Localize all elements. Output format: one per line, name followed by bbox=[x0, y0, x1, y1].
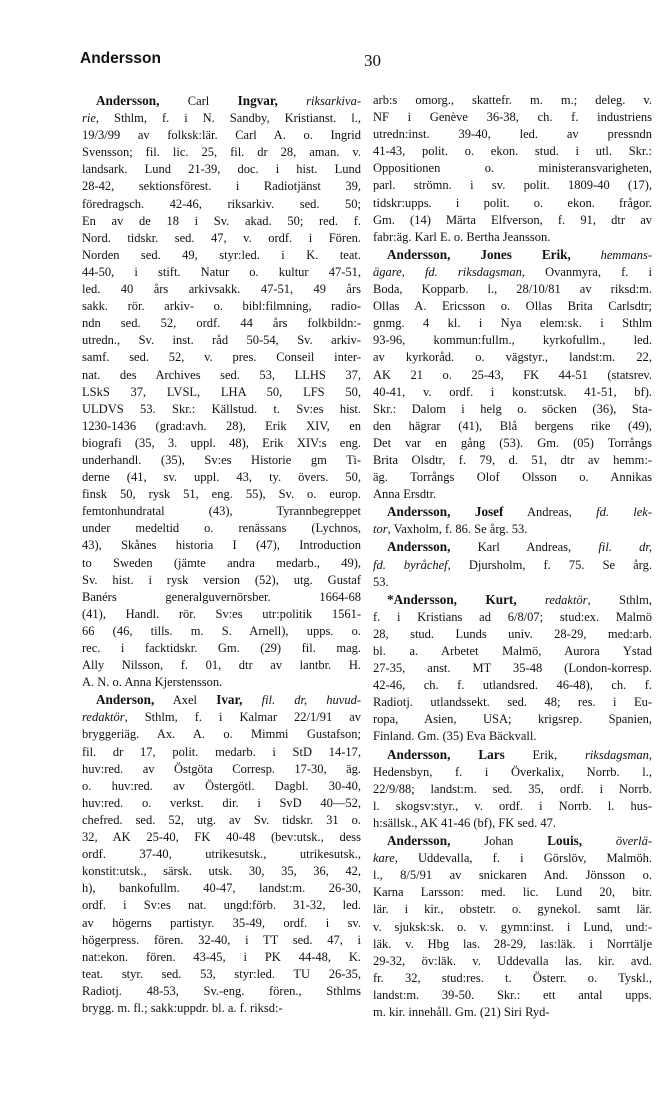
text-line bbox=[82, 795, 361, 812]
text-line bbox=[82, 915, 361, 932]
text-line bbox=[82, 846, 361, 863]
text-line bbox=[373, 177, 652, 194]
text-line bbox=[373, 832, 652, 850]
entry-text: ordf. 37-40, utrikesutsk., utrikesutsk., bbox=[82, 847, 361, 862]
entry-text: huv:red. av Östgöta Corresp. 17-30, äg. bbox=[82, 761, 361, 776]
text-line bbox=[373, 195, 652, 212]
text-line bbox=[373, 401, 652, 418]
entry-title: ägare, fd. riksdagsman bbox=[373, 264, 522, 279]
entry-text: läk. v. Hbg las. 28-29, las:läk. i Norrtälje bbox=[373, 936, 652, 951]
text-line bbox=[373, 711, 652, 728]
entry-text: högerpress. fören. 32-40, i TT sed. 47, i bbox=[82, 932, 361, 947]
text-line bbox=[82, 213, 361, 230]
entry-name: Andersson, bbox=[387, 833, 451, 849]
entry-name: Ivar, bbox=[216, 692, 243, 708]
entry-text: v. sjuksk:sk. o. v. gymn:inst. i Lund, und:- bbox=[373, 919, 652, 934]
entry-text: Radiotj. utlandssekt. sed. 48; res. i Eu- bbox=[373, 695, 652, 710]
text-line bbox=[373, 574, 652, 591]
text-line bbox=[373, 503, 652, 521]
text-line bbox=[373, 728, 652, 745]
entry-text: chefred. sed. 52, utg. av Sv. tidskr. 31 o. bbox=[82, 812, 361, 827]
entry-title: riksarkiva- bbox=[306, 94, 361, 108]
text-line bbox=[82, 281, 361, 298]
entry-text: 41-43, polit. o. ekon. stud. i utl. Skr.: bbox=[373, 144, 652, 159]
entry-text bbox=[571, 248, 601, 262]
entry-text: gnmg. 4 kl. i Nya elem:sk. i Sthlm bbox=[373, 316, 652, 331]
text-line bbox=[82, 606, 361, 623]
text-line bbox=[373, 591, 652, 609]
text-line bbox=[82, 966, 361, 983]
entry-text: underhandl. (35), Sv:es Historie gm Ti- bbox=[82, 452, 361, 467]
text-line bbox=[82, 298, 361, 315]
entry-text: Boda, Kopparb. l., 28/10/81 av riksd:m. bbox=[373, 282, 652, 297]
text-line bbox=[373, 92, 652, 109]
entry-text: av högerns partistyr. 35-49, ordf. i sv. bbox=[82, 915, 361, 930]
running-head-name: Andersson bbox=[80, 50, 161, 67]
right-column bbox=[373, 92, 652, 1021]
entry-text: fabr:äg. Karl E. o. Bertha Jeansson. bbox=[373, 229, 551, 244]
entry-text bbox=[517, 593, 545, 607]
entry-text: Andreas, bbox=[503, 505, 597, 520]
entry-text: Ollas A. Ericsson o. Ollas Brita Carlsdtr; bbox=[373, 299, 652, 314]
text-line bbox=[82, 332, 361, 349]
entry-text: m. kir. innehåll. Gm. (21) Siri Ryd- bbox=[373, 1004, 550, 1019]
entry-text: Gm. (14) Märta Elfverson, f. 91, dtr av bbox=[373, 212, 652, 227]
text-line bbox=[82, 863, 361, 880]
entry-text: ndn sed. 52, ordf. 44 års folkbildn:- bbox=[82, 316, 361, 331]
entry-text: 42-46, ch. f. utlandsred. 46-48), ch. f. bbox=[373, 678, 652, 693]
text-line bbox=[82, 1000, 361, 1017]
entry-text bbox=[582, 834, 616, 848]
entry-text: 44-50, i stift. Natur o. kultur 47-51, bbox=[82, 264, 361, 279]
entry-text: Sv. hist. i rysk version (52), utg. Gustaf bbox=[82, 572, 361, 587]
entry-text: 32, AK 25-40, FK 40-48 (bev:utsk., dess bbox=[82, 830, 361, 845]
entry-text: konstit:utsk., särsk. utsk. 30, 35, 36, 42, bbox=[82, 864, 361, 879]
entry-name: Andersson, bbox=[96, 93, 160, 108]
text-line bbox=[373, 919, 652, 936]
entry-text: , Sthlm, f. i N. Sandby, Kristianst. l., bbox=[95, 111, 361, 126]
text-line bbox=[373, 332, 652, 349]
text-line bbox=[82, 932, 361, 949]
text-line bbox=[373, 609, 652, 626]
text-line bbox=[373, 418, 652, 435]
left-column bbox=[82, 92, 361, 1017]
text-line bbox=[82, 812, 361, 829]
entry-title: fd. byråchef bbox=[373, 557, 448, 572]
text-line bbox=[373, 781, 652, 798]
entry-text: 22/9/88; landst:m. sed. 35, ordf. i Norrb. bbox=[373, 781, 652, 796]
text-line bbox=[82, 401, 361, 418]
text-line bbox=[82, 127, 361, 144]
text-line bbox=[373, 452, 652, 469]
entry-text: , Ovanmyra, f. i bbox=[521, 264, 652, 279]
text-line bbox=[82, 897, 361, 914]
entry-text: Svensson; fil. lic. 25, fil. dr 28, aman. v. bbox=[82, 145, 361, 160]
entry-text: Radiotj. 48-53, Sv.-eng. fören., Sthlms bbox=[82, 983, 361, 998]
entry-title: fd. lek- bbox=[596, 505, 652, 520]
entry-text: teat. styr. sed. 53, styr:led. TU 26-35, bbox=[82, 966, 361, 981]
text-line bbox=[373, 936, 652, 953]
text-line bbox=[373, 264, 652, 281]
entry-text: biografi (35, 3. uppl. 48), Erik XIV:s eng. bbox=[82, 435, 361, 450]
entry-name: *Andersson, Kurt, bbox=[387, 591, 517, 607]
entry-text: tidskr:upps. i polit. o. ekon. frågor. bbox=[373, 195, 652, 210]
text-line bbox=[373, 435, 652, 452]
text-line bbox=[373, 850, 652, 867]
text-line bbox=[373, 298, 652, 315]
entry-text: , Vaxholm, f. 86. Se årg. 53. bbox=[387, 522, 528, 537]
entry-text: nat. des Archives sed. 53, LLHS 37, bbox=[82, 367, 361, 382]
entry-text: finsk 50, rysk 51, eng. 55), Sv. o. europ. bbox=[82, 487, 361, 502]
entry-text: fil. dr 17, polit. medarb. i StD 14-17, bbox=[82, 744, 361, 759]
text-line bbox=[82, 315, 361, 332]
entry-title: redaktör bbox=[82, 710, 125, 725]
text-line bbox=[82, 384, 361, 401]
entry-text: fr. 32, stud:res. t. Österr. o. Tyskl., bbox=[373, 970, 652, 985]
text-line bbox=[82, 178, 361, 195]
entry-text: Axel bbox=[154, 693, 217, 708]
entry-text: ropa, Asien, USA; krigsrep. Spanien, bbox=[373, 712, 652, 727]
text-line bbox=[373, 660, 652, 677]
entry-text: brygg. m. fl.; sakk:uppdr. bl. a. f. riksd:- bbox=[82, 1000, 283, 1015]
text-line bbox=[82, 589, 361, 606]
text-line bbox=[373, 884, 652, 901]
entry-text: En av de 18 i Sv. akad. 50; red. f. bbox=[82, 213, 361, 228]
text-line bbox=[82, 640, 361, 657]
text-line bbox=[82, 691, 361, 709]
text-line bbox=[82, 726, 361, 743]
text-line bbox=[82, 247, 361, 264]
entry-text bbox=[278, 94, 306, 108]
text-line bbox=[82, 144, 361, 161]
text-line bbox=[82, 230, 361, 247]
text-line bbox=[82, 623, 361, 640]
text-line bbox=[373, 626, 652, 643]
text-line bbox=[373, 246, 652, 264]
entry-title: fil. dr, bbox=[598, 540, 652, 555]
entry-text: Anna Ersdtr. bbox=[373, 487, 437, 502]
text-line bbox=[373, 1004, 652, 1021]
entry-text: arb:s omorg., skattefr. m. m.; deleg. v. bbox=[373, 93, 652, 107]
entry-text: 28, stud. Lunds univ. 28-29, med:arb. bbox=[373, 626, 652, 641]
text-line bbox=[373, 987, 652, 1004]
text-line bbox=[82, 486, 361, 503]
entry-title: tor bbox=[373, 522, 388, 537]
entry-text: Karna Larsson: med. lic. Lund 20, bitr. bbox=[373, 885, 652, 900]
text-line bbox=[82, 520, 361, 537]
text-line bbox=[373, 367, 652, 384]
entry-text: av kyrkoråd. o. vägstyr., landst:m. 22, bbox=[373, 350, 652, 365]
entry-text: led. 40 års arkivsakk. 47-51, 49 års bbox=[82, 282, 361, 297]
text-line bbox=[82, 92, 361, 110]
entry-text: 43), Skånes historia I (47), Introduction bbox=[82, 538, 361, 553]
text-line bbox=[373, 384, 652, 401]
entry-text: Banérs generalguvernörsber. 1664-68 bbox=[82, 589, 361, 604]
entry-text: (41), Handl. rör. Sv:es utr:politik 1561- bbox=[82, 606, 361, 621]
text-line bbox=[373, 315, 652, 332]
entry-name: Andersson, Lars bbox=[387, 746, 505, 762]
text-line bbox=[373, 694, 652, 711]
entry-text: Oppositionen o. ministeransvarigheten, bbox=[373, 161, 652, 176]
text-line bbox=[82, 435, 361, 452]
entry-text: Skr.: Dalom i helg o. söcken (36), Sta- bbox=[373, 401, 652, 416]
entry-text: 1230-1436 (grad:avh. 28), Erik XIV, en bbox=[82, 418, 361, 433]
text-line bbox=[373, 538, 652, 556]
text-line bbox=[82, 674, 361, 691]
text-line bbox=[373, 486, 652, 503]
text-line bbox=[82, 503, 361, 520]
running-head bbox=[80, 50, 660, 74]
entry-text: o. huv:red. av Östergötl. Dagbl. 30-40, bbox=[82, 778, 361, 793]
text-line bbox=[373, 643, 652, 660]
entry-text: rec. i facktidskr. Gm. (29) fil. mag. bbox=[82, 641, 361, 655]
text-line bbox=[373, 557, 652, 574]
entry-text: Det var en gång (53). Gm. (05) Torrångs bbox=[373, 435, 652, 450]
text-line bbox=[373, 867, 652, 884]
entry-text: to Sweden (jämte andra medarb., 49), bbox=[82, 555, 361, 570]
entry-text: 19/3/99 av folksk:lär. Carl A. o. Ingrid bbox=[82, 128, 361, 143]
entry-text: 27-35, anst. MT 35-48 (London-korresp. bbox=[373, 661, 652, 676]
entry-text: 28-42, sektionsförest. i Radiotjänst 39, bbox=[82, 179, 361, 194]
entry-text: derne (41, sv. uppl. 43, ty. övers. 50, bbox=[82, 470, 361, 485]
entry-text: , bbox=[648, 747, 652, 762]
text-line bbox=[373, 109, 652, 126]
text-line bbox=[82, 657, 361, 674]
text-line bbox=[82, 264, 361, 281]
entry-text: ULDVS 53. Skr.: Källstud. t. Sv:es hist. bbox=[82, 401, 361, 416]
entry-text: Norden sed. 49, styr:led. i K. teat. bbox=[82, 247, 361, 262]
text-line bbox=[82, 949, 361, 966]
text-line bbox=[82, 555, 361, 572]
text-line bbox=[373, 349, 652, 366]
entry-name: Andersson, bbox=[387, 539, 451, 555]
text-line bbox=[373, 970, 652, 987]
entry-text: , Djursholm, f. 75. Se årg. bbox=[447, 557, 652, 572]
entry-text: f. i Kristians ad 6/8/07; stud:ex. Malmö bbox=[373, 609, 652, 624]
entry-text: femtonhundratal (43), Tyrannbegreppet bbox=[82, 504, 361, 519]
entry-text: l. skogsv:styr., v. ordf. i Norrb. l. hus- bbox=[373, 798, 652, 813]
text-line bbox=[373, 521, 652, 538]
entry-title: rie bbox=[82, 111, 96, 126]
entry-text: Carl bbox=[159, 94, 238, 108]
entry-text: under medeltid o. renässans (Lychnos, bbox=[82, 521, 361, 536]
entry-title: överlä- bbox=[615, 834, 653, 849]
entry-text: 29-32, öv:läk. v. Uddevalla las. kir. avd. bbox=[373, 953, 652, 968]
entry-text: lär. i kir., obstetr. o. gynekol. samt lär. bbox=[373, 902, 652, 917]
text-line bbox=[82, 537, 361, 554]
entry-text: h), bankofullm. 40-47, landst:m. 26-30, bbox=[82, 881, 361, 896]
text-line bbox=[82, 367, 361, 384]
entry-text: föredragsch. 42-46, riksarkiv. sed. 50; bbox=[82, 196, 361, 211]
entry-text: 66 (46, tills. m. S. Arnell), upps. o. bbox=[82, 623, 361, 638]
entry-text: bl. a. Arbetet Malmö, Aurora Ystad bbox=[373, 644, 652, 658]
entry-title: hemmans- bbox=[600, 247, 653, 262]
entry-text: , Uddevalla, f. i Görslöv, Malmöh. bbox=[394, 851, 652, 866]
entry-text: 40-41, v. ordf. i konst:utsk. 41-51, bf). bbox=[373, 384, 652, 399]
entry-text: LSkS 37, LVSL, LHA 50, LFS 50, bbox=[82, 384, 361, 399]
text-line bbox=[82, 196, 361, 213]
text-line bbox=[82, 778, 361, 795]
text-line bbox=[373, 126, 652, 143]
entry-text: AK 21 o. 25-43, FK 44-51 (statsrev. bbox=[373, 367, 652, 382]
entry-text: l., 8/5/91 av snickaren And. Jönsson o. bbox=[373, 868, 652, 883]
entry-text: 53. bbox=[373, 574, 389, 589]
entry-text: Brita Olsdtr, f. 79, d. 51, dtr av hemm:- bbox=[373, 452, 652, 467]
entry-text: Johan bbox=[450, 834, 548, 849]
text-line bbox=[82, 161, 361, 178]
entry-text: Karl Andreas, bbox=[450, 540, 599, 555]
entry-title: fil. dr, huvud- bbox=[261, 693, 362, 708]
text-line bbox=[373, 229, 652, 246]
entry-text: h:sällsk., AK 41-46 (bf), FK sed. 47. bbox=[373, 815, 556, 830]
entry-text: äg. Torrångs Olof Olsson o. Annikas bbox=[373, 470, 652, 485]
entry-name: Ingvar, bbox=[237, 93, 278, 108]
text-line bbox=[373, 281, 652, 298]
text-line bbox=[82, 983, 361, 1000]
entry-text: landsark. Lund 21-39, doc. i hist. Lund bbox=[82, 162, 361, 177]
entry-text: utredn., Sv. inst. råd 50-54, Sv. arkiv- bbox=[82, 333, 361, 348]
text-line bbox=[82, 418, 361, 435]
entry-text: landst:m. 39-50. Skr.: ett antal upps. bbox=[373, 987, 652, 1002]
entry-text: bryggeriäg. Ax. A. o. Mimmi Gustafson; bbox=[82, 727, 361, 742]
text-line bbox=[373, 746, 652, 764]
entry-name: Andersson, Josef bbox=[387, 504, 504, 520]
entry-name: Andersson, Jones Erik, bbox=[387, 246, 571, 262]
text-line bbox=[373, 815, 652, 832]
text-line bbox=[373, 212, 652, 229]
text-line bbox=[82, 880, 361, 897]
entry-text: NF i Genève 36-38, ch. f. industriens bbox=[373, 110, 652, 125]
entry-title: riksdagsman bbox=[584, 747, 649, 762]
entry-text: Ally Nilsson, f. 01, dtr av lantbr. H. bbox=[82, 658, 361, 673]
entry-text: Erik, bbox=[504, 747, 585, 762]
entry-text: utredn:inst. 39-40, led. av pressndn bbox=[373, 127, 652, 142]
text-line bbox=[82, 349, 361, 366]
entry-text: Finland. Gm. (35) Eva Bäckvall. bbox=[373, 729, 537, 744]
text-line bbox=[373, 901, 652, 918]
entry-text: , Sthlm, f. i Kalmar 22/1/91 av bbox=[124, 710, 361, 725]
text-line bbox=[82, 829, 361, 846]
entry-text: A. N. o. Anna Kjerstensson. bbox=[82, 675, 223, 690]
text-line bbox=[82, 744, 361, 761]
text-line bbox=[82, 709, 361, 726]
text-line bbox=[82, 469, 361, 486]
entry-text: Hedensbyn, f. i Överkalix, Norrb. l., bbox=[373, 764, 652, 779]
text-line bbox=[373, 143, 652, 160]
entry-text: huv:red. o. verkst. dir. i SvD 40—52, bbox=[82, 795, 361, 810]
entry-title: redaktör bbox=[544, 592, 588, 607]
entry-text: den hägrar (41), Blå bergens rike (49), bbox=[373, 418, 652, 433]
text-line bbox=[373, 469, 652, 486]
entry-text bbox=[242, 693, 261, 707]
text-line bbox=[82, 452, 361, 469]
text-line bbox=[82, 761, 361, 778]
page-number: 30 bbox=[364, 51, 381, 70]
entry-text: 93-96, kommun:fullm., kyrkofullm., led. bbox=[373, 333, 652, 348]
text-line bbox=[373, 160, 652, 177]
text-line bbox=[373, 798, 652, 815]
entry-name: Anderson, bbox=[96, 692, 155, 708]
entry-name: Louis, bbox=[547, 833, 583, 849]
text-line bbox=[373, 677, 652, 694]
entry-text: parl. strömn. i sv. polit. 1809-40 (17), bbox=[373, 178, 652, 193]
entry-text: sakk. rör. arkiv- o. bibl:filmning, radio- bbox=[82, 299, 361, 314]
entry-text: ordf. i Sv:es nat. ungd:förb. 31-32, led. bbox=[82, 898, 361, 913]
text-line bbox=[82, 110, 361, 127]
entry-text: samf. sed. 52, v. pres. Conseil inter- bbox=[82, 350, 361, 365]
entry-text: nat:ekon. fören. 43-45, i PK 44-48, K. bbox=[82, 949, 361, 964]
entry-text: , Sthlm, bbox=[587, 592, 652, 607]
text-line bbox=[373, 764, 652, 781]
entry-title: kare bbox=[373, 851, 395, 866]
text-line bbox=[82, 572, 361, 589]
text-line bbox=[373, 953, 652, 970]
entry-text: Nord. tidskr. sed. 47, v. ordf. i Fören. bbox=[82, 230, 361, 245]
